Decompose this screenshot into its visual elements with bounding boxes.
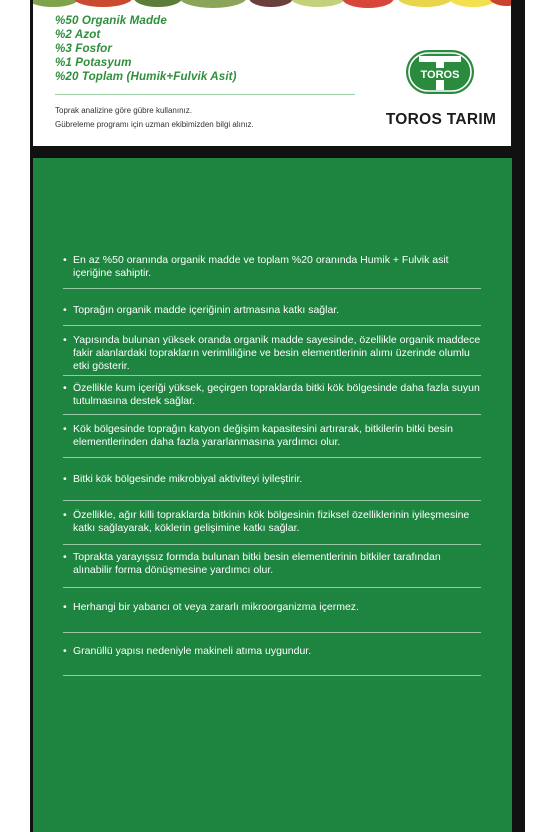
feature-separator — [63, 325, 481, 326]
feature-item: • Herhangi bir yabancı ot veya zararlı mikroorganizma içermez. — [63, 601, 359, 613]
feature-item: • Özellikle, ağır killi topraklarda bitkinin kök bölgesinin fiziksel özelliklerinin iyileşmesine katkı sağlayarak, köklerin gelişimine katkı sağlar. — [63, 509, 470, 534]
label-top-panel — [33, 0, 511, 146]
feature-separator — [63, 288, 481, 289]
feature-separator — [63, 675, 481, 676]
bullet-icon: • — [63, 601, 67, 613]
composition-list — [55, 14, 237, 84]
feature-item: • Toprakta yarayışsız formda bulunan bitki besin elementlerinin bitkiler tarafından alınabilir forma dönüşmesine yardımcı olur. — [63, 551, 441, 576]
usage-note: Toprak analizine göre gübre kullanınız. — [55, 106, 192, 115]
feature-separator — [63, 375, 481, 376]
composition-item: %1 Potasyum — [55, 56, 132, 70]
feature-separator — [63, 544, 481, 545]
feature-item: • Yapısında bulunan yüksek oranda organik madde sayesinde, özellikle organik maddece fakir alanlardaki toprakların verimliliğine ve besin elementlerinin alımı üzerinde olumlu etki gösterir. — [63, 334, 481, 372]
feature-item: • En az %50 oranında organik madde ve toplam %20 oranında Humik + Fulvik asit içeriğine sahiptir. — [63, 254, 449, 279]
usage-note: Gübreleme programı için uzman ekibimizden bilgi alınız. — [55, 120, 254, 129]
bullet-icon: • — [63, 645, 67, 657]
feature-separator — [63, 587, 481, 588]
composition-item: %2 Azot — [55, 28, 101, 42]
bullet-icon: • — [63, 304, 67, 316]
feature-separator — [63, 632, 481, 633]
bullet-icon: • — [63, 382, 67, 394]
features-list — [33, 158, 512, 832]
composition-divider — [55, 94, 355, 95]
usage-notes — [55, 104, 254, 132]
bullet-icon: • — [63, 509, 67, 521]
bullet-icon: • — [63, 254, 67, 266]
composition-item: %20 Toplam (Humik+Fulvik Asit) — [55, 70, 237, 84]
feature-item: • Kök bölgesinde toprağın katyon değişim kapasitesini artırarak, bitkilerin bitki besin elementlerinden daha fazla yararlanmasına yardımcı olur. — [63, 423, 453, 448]
feature-item: • Özellikle kum içeriği yüksek, geçirgen topraklarda bitki kök bölgesinde daha fazla suyun tutulmasına destek sağlar. — [63, 382, 480, 407]
svg-text:TOROS: TOROS — [420, 69, 460, 81]
feature-item: • Toprağın organik madde içeriğinin artmasına katkı sağlar. — [63, 304, 340, 316]
feature-separator — [63, 457, 481, 458]
composition-item: %3 Fosfor — [55, 42, 112, 56]
feature-separator — [63, 414, 481, 415]
composition-item: %50 Organik Madde — [55, 14, 167, 27]
bullet-icon: • — [63, 423, 67, 435]
feature-item: • Bitki kök bölgesinde mikrobiyal aktiviteyi iyileştirir. — [63, 473, 303, 485]
feature-separator — [63, 500, 481, 501]
toros-logo-icon — [405, 46, 475, 96]
features-panel — [33, 158, 512, 832]
bullet-icon: • — [63, 473, 67, 485]
bullet-icon: • — [63, 334, 67, 346]
feature-item: • Granüllü yapısı nedeniyle makineli atıma uygundur. — [63, 645, 312, 657]
bullet-icon: • — [63, 551, 67, 563]
brand-name: TOROS TARIM — [385, 111, 497, 128]
vegetable-strip-image — [33, 0, 511, 10]
